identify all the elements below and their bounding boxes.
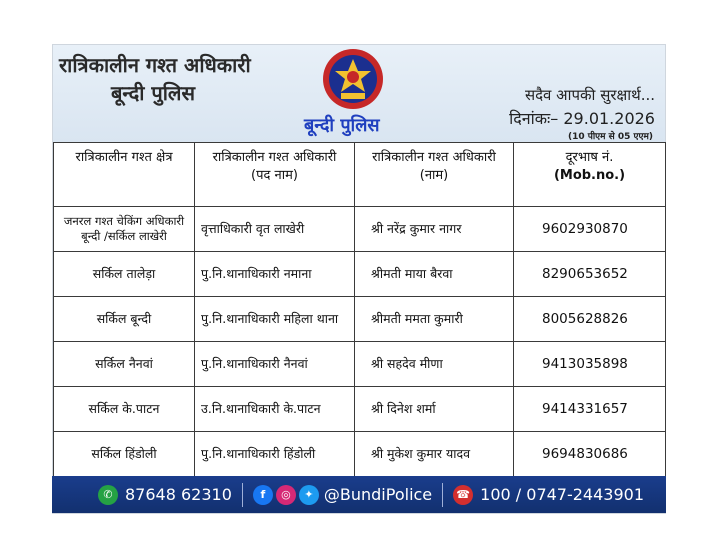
helpline-contact[interactable] bbox=[453, 485, 644, 505]
tagline: सदैव आपकी सुरक्षार्थ... bbox=[524, 86, 655, 104]
table-row bbox=[54, 432, 666, 477]
phone-cell[interactable]: 9414331657 bbox=[514, 387, 666, 432]
area-line1: जनरल गश्त चेकिंग अधिकारी bbox=[63, 214, 185, 228]
date-label: दिनांकः– 29.01.2026 bbox=[509, 109, 655, 128]
instagram-icon: ◎ bbox=[276, 485, 296, 505]
name-cell: श्रीमती ममता कुमारी bbox=[355, 297, 514, 342]
header-area-line1: रात्रिकालीन गश्त क्षेत्र bbox=[75, 150, 173, 165]
header-area bbox=[54, 143, 195, 207]
phone-icon: ☎ bbox=[453, 485, 473, 505]
social-handle: @BundiPolice bbox=[323, 485, 433, 504]
footer-divider bbox=[442, 483, 443, 507]
area-cell: सर्किल के.पाटन bbox=[54, 387, 195, 432]
name-cell: श्री दिनेश शर्मा bbox=[355, 387, 514, 432]
area-cell: सर्किल बून्दी bbox=[54, 297, 195, 342]
name-cell: श्रीमती माया बैरवा bbox=[355, 252, 514, 297]
facebook-icon: f bbox=[253, 485, 273, 505]
name-cell: श्री मुकेश कुमार यादव bbox=[355, 432, 514, 477]
post-cell: पु.नि.थानाधिकारी नैनवां bbox=[195, 342, 355, 387]
footer-divider bbox=[242, 483, 243, 507]
table-row bbox=[54, 342, 666, 387]
header-phone-line1: दूरभाष नं. bbox=[565, 150, 614, 165]
post-cell: पु.नि.थानाधिकारी हिंडोली bbox=[195, 432, 355, 477]
header-name-line2: (नाम) bbox=[419, 168, 449, 183]
phone-cell[interactable]: 8290653652 bbox=[514, 252, 666, 297]
table-row bbox=[54, 252, 666, 297]
area-cell: सर्किल हिंडोली bbox=[54, 432, 195, 477]
table-row bbox=[54, 297, 666, 342]
table-header-row bbox=[54, 143, 666, 207]
table-row bbox=[54, 207, 666, 252]
whatsapp-icon: ✆ bbox=[98, 485, 118, 505]
area-line2: बून्दी /सर्किल लाखेरी bbox=[81, 229, 167, 243]
notice-card bbox=[52, 44, 666, 514]
contact-footer bbox=[52, 476, 666, 513]
header-banner bbox=[53, 45, 665, 142]
title-line1: रात्रिकालीन गश्त अधिकारी bbox=[59, 53, 251, 77]
social-contact[interactable] bbox=[253, 485, 432, 505]
header-post-line2: (पद नाम) bbox=[251, 168, 298, 183]
police-emblem-icon bbox=[321, 47, 385, 111]
helpline-number: 100 / 0747-2443901 bbox=[480, 485, 645, 504]
whatsapp-number: 87648 62310 bbox=[125, 485, 232, 504]
twitter-icon: ✦ bbox=[299, 485, 319, 505]
patrol-duty-table bbox=[53, 142, 666, 477]
name-cell: श्री नरेंद्र कुमार नागर bbox=[355, 207, 514, 252]
logo-caption: बून्दी पुलिस bbox=[304, 115, 380, 136]
phone-cell[interactable]: 8005628826 bbox=[514, 297, 666, 342]
title-line2: बून्दी पुलिस bbox=[111, 81, 195, 105]
time-note: (10 पीएम से 05 एएम) bbox=[567, 132, 653, 142]
post-cell: उ.नि.थानाधिकारी के.पाटन bbox=[195, 387, 355, 432]
whatsapp-contact[interactable] bbox=[98, 485, 232, 505]
header-post bbox=[195, 143, 355, 207]
header-name bbox=[355, 143, 514, 207]
post-cell: वृत्ताधिकारी वृत लाखेरी bbox=[195, 207, 355, 252]
post-cell: पु.नि.थानाधिकारी नमाना bbox=[195, 252, 355, 297]
phone-cell[interactable]: 9413035898 bbox=[514, 342, 666, 387]
phone-cell[interactable]: 9602930870 bbox=[514, 207, 666, 252]
header-phone bbox=[514, 143, 666, 207]
area-cell bbox=[54, 207, 195, 252]
phone-cell[interactable]: 9694830686 bbox=[514, 432, 666, 477]
header-post-line1: रात्रिकालीन गश्त अधिकारी bbox=[212, 150, 337, 165]
header-name-line1: रात्रिकालीन गश्त अधिकारी bbox=[372, 150, 496, 165]
post-cell: पु.नि.थानाधिकारी महिला थाना bbox=[195, 297, 355, 342]
area-cell: सर्किल नैनवां bbox=[54, 342, 195, 387]
table-row bbox=[54, 387, 666, 432]
header-phone-line2: (Mob.no.) bbox=[553, 168, 626, 183]
area-cell: सर्किल तालेड़ा bbox=[54, 252, 195, 297]
name-cell: श्री सहदेव मीणा bbox=[355, 342, 514, 387]
